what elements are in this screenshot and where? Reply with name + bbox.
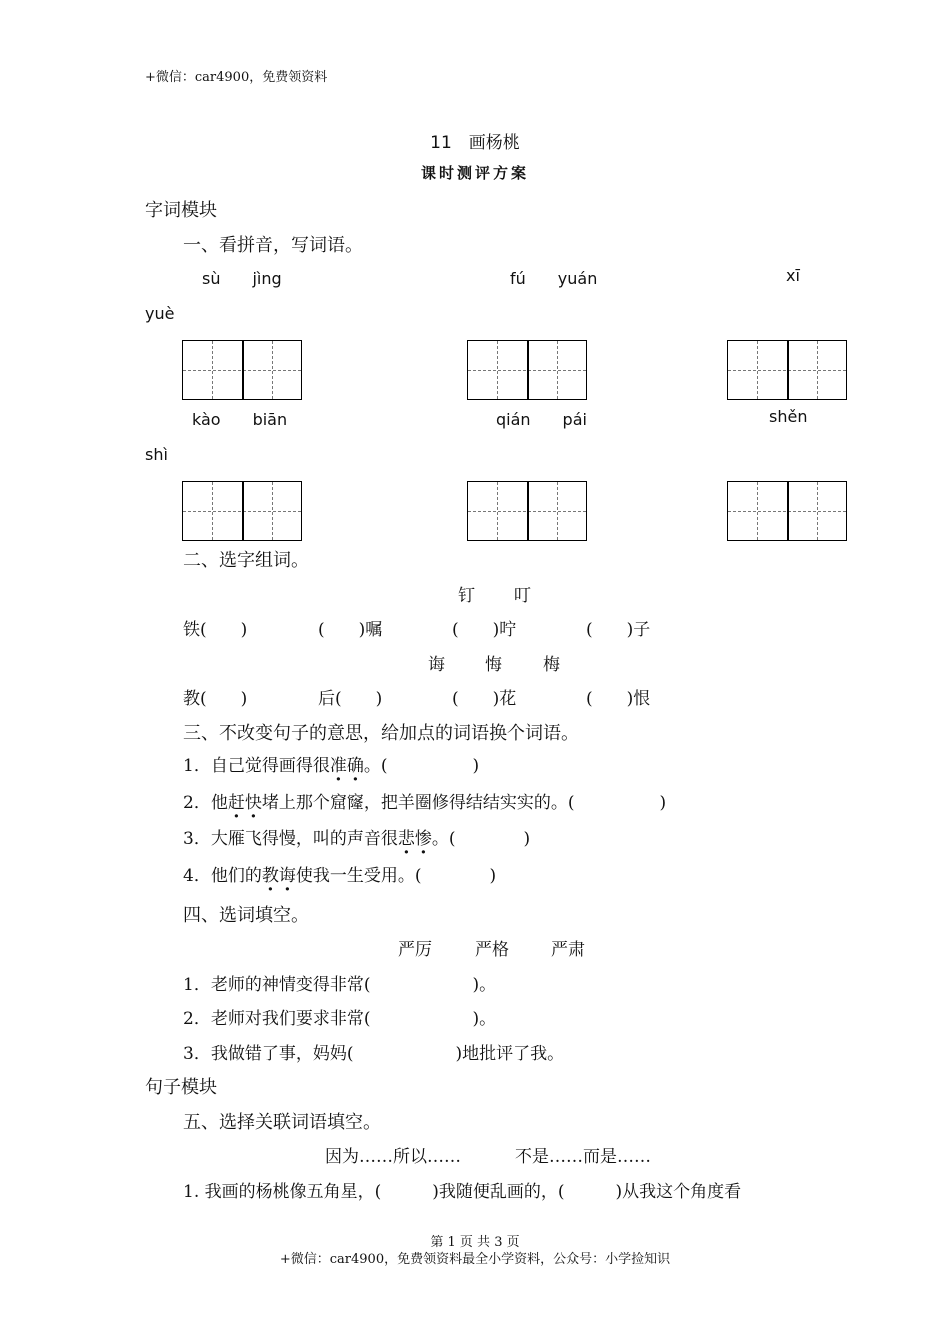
q4-item-3[interactable]: 3．我做错了事，妈妈( )地批评了我。	[183, 1044, 565, 1064]
pinyin-6-wrap: shì	[145, 445, 168, 464]
section-heading-sentences: 句子模块	[145, 1077, 217, 1098]
fill-blank[interactable]: ( )子	[586, 620, 651, 640]
q3-item-2	[183, 788, 666, 813]
q2-label: 二、选字组词。	[183, 550, 309, 571]
answer-blank[interactable]: 堵上那个窟窿，把羊圈修得结结实实的。( )	[261, 793, 667, 813]
choice-char: 梅	[543, 655, 560, 675]
pinyin-2: fú yuán	[510, 269, 598, 288]
writing-grid[interactable]	[182, 340, 302, 400]
fill-blank[interactable]: ( )咛	[452, 620, 517, 640]
choice-char: 钉	[458, 586, 475, 606]
sentence-text: 自己觉得画得很	[210, 756, 330, 776]
fill-blank[interactable]: ( )花	[452, 689, 517, 709]
answer-blank[interactable]: 使我一生受用。( )	[295, 866, 497, 886]
item-number: 4．	[183, 866, 211, 886]
dotted-char: 诲	[278, 866, 296, 886]
fill-blank[interactable]: 教( )	[183, 689, 248, 709]
page-subtitle: 课时测评方案	[420, 164, 529, 182]
writing-grid[interactable]	[727, 340, 847, 400]
writing-grid[interactable]	[727, 481, 847, 541]
q3-item-4	[183, 861, 496, 886]
page-number: 第 1 页 共 3 页	[430, 1235, 520, 1250]
section-heading-words: 字词模块	[145, 200, 217, 221]
top-watermark: +微信：car4900，免费领资料	[145, 70, 328, 85]
pinyin-6: shěn	[769, 407, 808, 426]
dotted-char: 准	[329, 756, 347, 776]
choice-char: 悔	[485, 655, 502, 675]
sentence-text: 大雁飞得慢，叫的声音很	[210, 829, 398, 849]
q1-label: 一、看拼音，写词语。	[183, 235, 363, 256]
dotted-char: 惨	[414, 829, 432, 849]
q3-item-3	[183, 824, 530, 849]
q5-label: 五、选择关联词语填空。	[183, 1112, 381, 1133]
answer-blank[interactable]: 。( )	[431, 829, 531, 849]
writing-grid[interactable]	[467, 481, 587, 541]
word-option: 严格	[475, 940, 509, 960]
item-number: 2．	[183, 793, 211, 813]
dotted-char: 教	[261, 866, 279, 886]
word-option: 严厉	[398, 940, 432, 960]
word-option: 严肃	[551, 940, 585, 960]
writing-grid[interactable]	[182, 481, 302, 541]
dotted-char: 赶	[227, 793, 245, 813]
dotted-char: 悲	[397, 829, 415, 849]
q4-item-1[interactable]: 1．老师的神情变得非常( )。	[183, 975, 497, 995]
fill-blank[interactable]: 铁( )	[183, 620, 248, 640]
q4-item-2[interactable]: 2．老师对我们要求非常( )。	[183, 1009, 497, 1029]
pinyin-5: qián pái	[496, 410, 587, 429]
item-number: 1．	[183, 756, 211, 776]
fill-blank[interactable]: ( )嘱	[318, 620, 383, 640]
item-number: 3．	[183, 829, 211, 849]
writing-grid[interactable]	[467, 340, 587, 400]
pinyin-3: xī	[786, 266, 800, 285]
conjunction-option: 因为……所以……	[325, 1147, 461, 1167]
choice-char: 叮	[514, 586, 531, 606]
q4-label: 四、选词填空。	[183, 905, 309, 926]
dotted-char: 确	[346, 756, 364, 776]
choice-char: 诲	[428, 655, 445, 675]
pinyin-4: kào biān	[192, 410, 288, 429]
sentence-text: 他	[210, 793, 228, 813]
q3-label: 三、不改变句子的意思，给加点的词语换个词语。	[183, 723, 579, 744]
fill-blank[interactable]: 后( )	[318, 689, 383, 709]
pinyin-3-wrap: yuè	[145, 304, 175, 323]
q3-item-1	[183, 751, 479, 776]
fill-blank[interactable]: ( )恨	[586, 689, 651, 709]
sentence-text: 他们的	[210, 866, 262, 886]
answer-blank[interactable]: 。( )	[363, 756, 480, 776]
dotted-char: 快	[244, 793, 262, 813]
page-title: 11 画杨桃	[430, 133, 520, 153]
q5-item-1[interactable]: 1. 我画的杨桃像五角星，( )我随便乱画的，( )从我这个角度看	[183, 1182, 742, 1202]
bottom-watermark: +微信：car4900，免费领资料最全小学资料，公众号：小学捡知识	[279, 1252, 671, 1267]
pinyin-1: sù jìng	[202, 269, 282, 288]
conjunction-option: 不是……而是……	[515, 1147, 651, 1167]
